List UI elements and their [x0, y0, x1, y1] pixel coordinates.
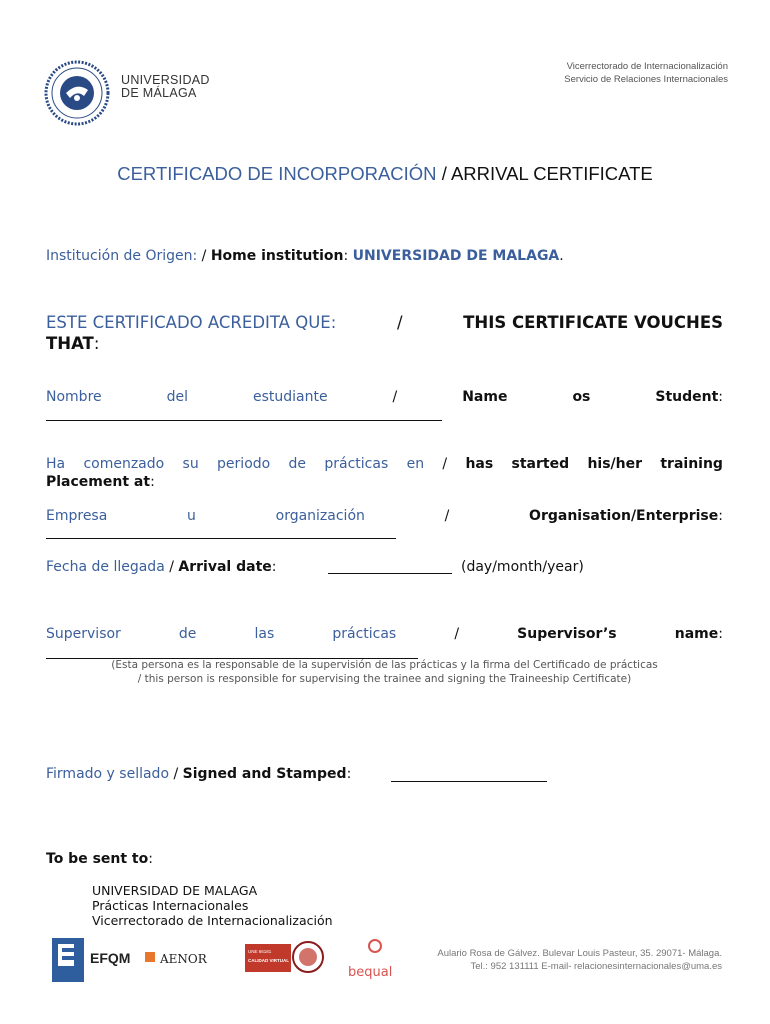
une-certificate-logo — [245, 942, 323, 972]
footer-address-line2: Tel.: 952 131111 E-mail- relacionesinternacionales@uma.es — [470, 961, 722, 972]
placement-line2 — [46, 473, 155, 491]
organisation-colon: : — [718, 508, 723, 524]
placement-w4: periodo — [217, 456, 271, 472]
home-institution-line — [46, 247, 564, 265]
university-name-line1: UNIVERSIDAD — [121, 73, 210, 87]
mailing-address — [92, 883, 333, 928]
placement-w7: en — [406, 456, 425, 472]
certification-logos — [50, 936, 420, 984]
placement-w1: Ha — [46, 456, 66, 472]
arrival-label-en: Arrival date — [178, 559, 272, 575]
vouches-colon: : — [93, 334, 100, 353]
e-badge-logo — [52, 938, 84, 982]
supervisor-w4: prácticas — [332, 626, 397, 642]
supervisor-en1: Supervisor’s — [517, 626, 617, 642]
vouches-line1 — [46, 313, 723, 333]
document-title — [0, 163, 770, 185]
address-line2: Prácticas Internacionales — [92, 898, 249, 913]
placement-en1: has — [465, 456, 494, 472]
efqm-logo: EFQM — [90, 950, 131, 966]
period: . — [559, 248, 564, 264]
supervisor-colon: : — [718, 626, 723, 642]
university-name-line2: DE MÁLAGA — [121, 86, 197, 100]
student-name-field[interactable] — [46, 420, 442, 421]
to-be-sent-colon: : — [148, 851, 153, 867]
supervisor-en2: name — [674, 626, 719, 642]
address-line3: Vicerrectorado de Internacionalización — [92, 913, 333, 928]
home-institution-label-en: Home institution — [210, 248, 344, 264]
svg-text:bequal: bequal — [348, 965, 393, 980]
signed-line — [46, 765, 351, 783]
student-en1: Name — [462, 389, 508, 405]
title-en: / ARRIVAL CERTIFICATE — [441, 163, 653, 184]
student-w3: estudiante — [252, 389, 328, 405]
efqm-square — [145, 952, 155, 962]
to-be-sent-heading — [46, 850, 153, 868]
address-line1: UNIVERSIDAD DE MALAGA — [92, 883, 258, 898]
signature-field[interactable] — [391, 781, 547, 782]
university-seal-logo — [44, 60, 110, 126]
placement-slash: / — [442, 456, 448, 472]
placement-colon: : — [150, 474, 155, 490]
placement-w6: prácticas — [324, 456, 389, 472]
placement-w2: comenzado — [83, 456, 165, 472]
organisation-w1: Empresa — [46, 508, 108, 524]
placement-en3: his/her — [587, 456, 643, 472]
office-line1: Vicerrectorado de Internacionalización — [566, 61, 728, 72]
organisation-w2: u — [187, 508, 196, 524]
supervisor-note — [46, 658, 723, 686]
signed-label-en: Signed and Stamped — [182, 766, 347, 782]
to-be-sent-label: To be sent to — [46, 851, 149, 867]
home-institution-value: UNIVERSIDAD DE MALAGA — [352, 248, 560, 264]
bequal-logo — [348, 940, 392, 980]
slash: / — [201, 248, 207, 264]
arrival-slash: / — [169, 559, 174, 575]
organisation-en: Organisation/Enterprise — [529, 508, 719, 524]
supervisor-line — [46, 625, 723, 643]
title-es: CERTIFICADO DE INCORPORACIÓN — [117, 163, 437, 184]
arrival-format: (day/month/year) — [461, 559, 584, 575]
vouches-en-line2: THAT — [46, 334, 94, 353]
organisation-slash: / — [444, 508, 450, 524]
svg-text:CALIDAD VIRTUAL: CALIDAD VIRTUAL — [248, 958, 289, 963]
aenor-logo: AENOR — [160, 952, 207, 966]
placement-en4: training — [660, 456, 723, 472]
arrival-line — [46, 558, 276, 576]
placement-w3: su — [182, 456, 199, 472]
vouches-es: ESTE CERTIFICADO ACREDITA QUE: — [46, 313, 337, 332]
student-name-line — [46, 388, 723, 406]
organisation-line — [46, 507, 723, 525]
student-en2: os — [572, 389, 591, 405]
colon: : — [343, 248, 349, 264]
student-w1: Nombre — [46, 389, 102, 405]
signed-colon: : — [346, 766, 352, 782]
office-header — [564, 60, 728, 86]
placement-line1 — [46, 455, 723, 473]
arrival-date-field[interactable] — [328, 573, 452, 574]
supervisor-w2: de — [178, 626, 197, 642]
supervisor-w1: Supervisor — [46, 626, 121, 642]
university-name — [121, 74, 210, 100]
note-line2: / this person is responsible for supervising the trainee and signing the Traineeship Certificate) — [137, 673, 632, 685]
note-line1: (Esta persona es la responsable de la supervisión de las prácticas y la firma del Certificado de prácticas — [111, 659, 658, 671]
footer-address-line1: Aulario Rosa de Gálvez. Bulevar Louis Pasteur, 35. 29071- Málaga. — [437, 948, 722, 959]
organisation-field[interactable] — [46, 538, 396, 539]
vouches-en-line1: THIS CERTIFICATE VOUCHES — [463, 313, 723, 332]
arrival-label-es: Fecha de llegada — [46, 559, 165, 575]
placement-en2: started — [511, 456, 570, 472]
home-institution-label-es: Institución de Origen: — [46, 248, 198, 264]
student-slash: / — [392, 389, 398, 405]
student-en3: Student — [655, 389, 719, 405]
signed-label-es: Firmado y sellado — [46, 766, 170, 782]
vouches-slash: / — [396, 313, 403, 332]
footer-address — [437, 947, 722, 973]
student-colon: : — [718, 389, 723, 405]
supervisor-slash: / — [454, 626, 460, 642]
placement-w5: de — [288, 456, 307, 472]
office-line2: Servicio de Relaciones Internacionales — [564, 74, 728, 85]
arrival-colon: : — [271, 559, 277, 575]
placement-en-line2: Placement at — [46, 474, 151, 490]
signed-slash: / — [173, 766, 179, 782]
vouches-line2 — [46, 334, 99, 354]
svg-text:UNE 66181: UNE 66181 — [248, 949, 272, 954]
student-w2: del — [166, 389, 188, 405]
supervisor-w3: las — [254, 626, 275, 642]
organisation-w3: organización — [275, 508, 365, 524]
